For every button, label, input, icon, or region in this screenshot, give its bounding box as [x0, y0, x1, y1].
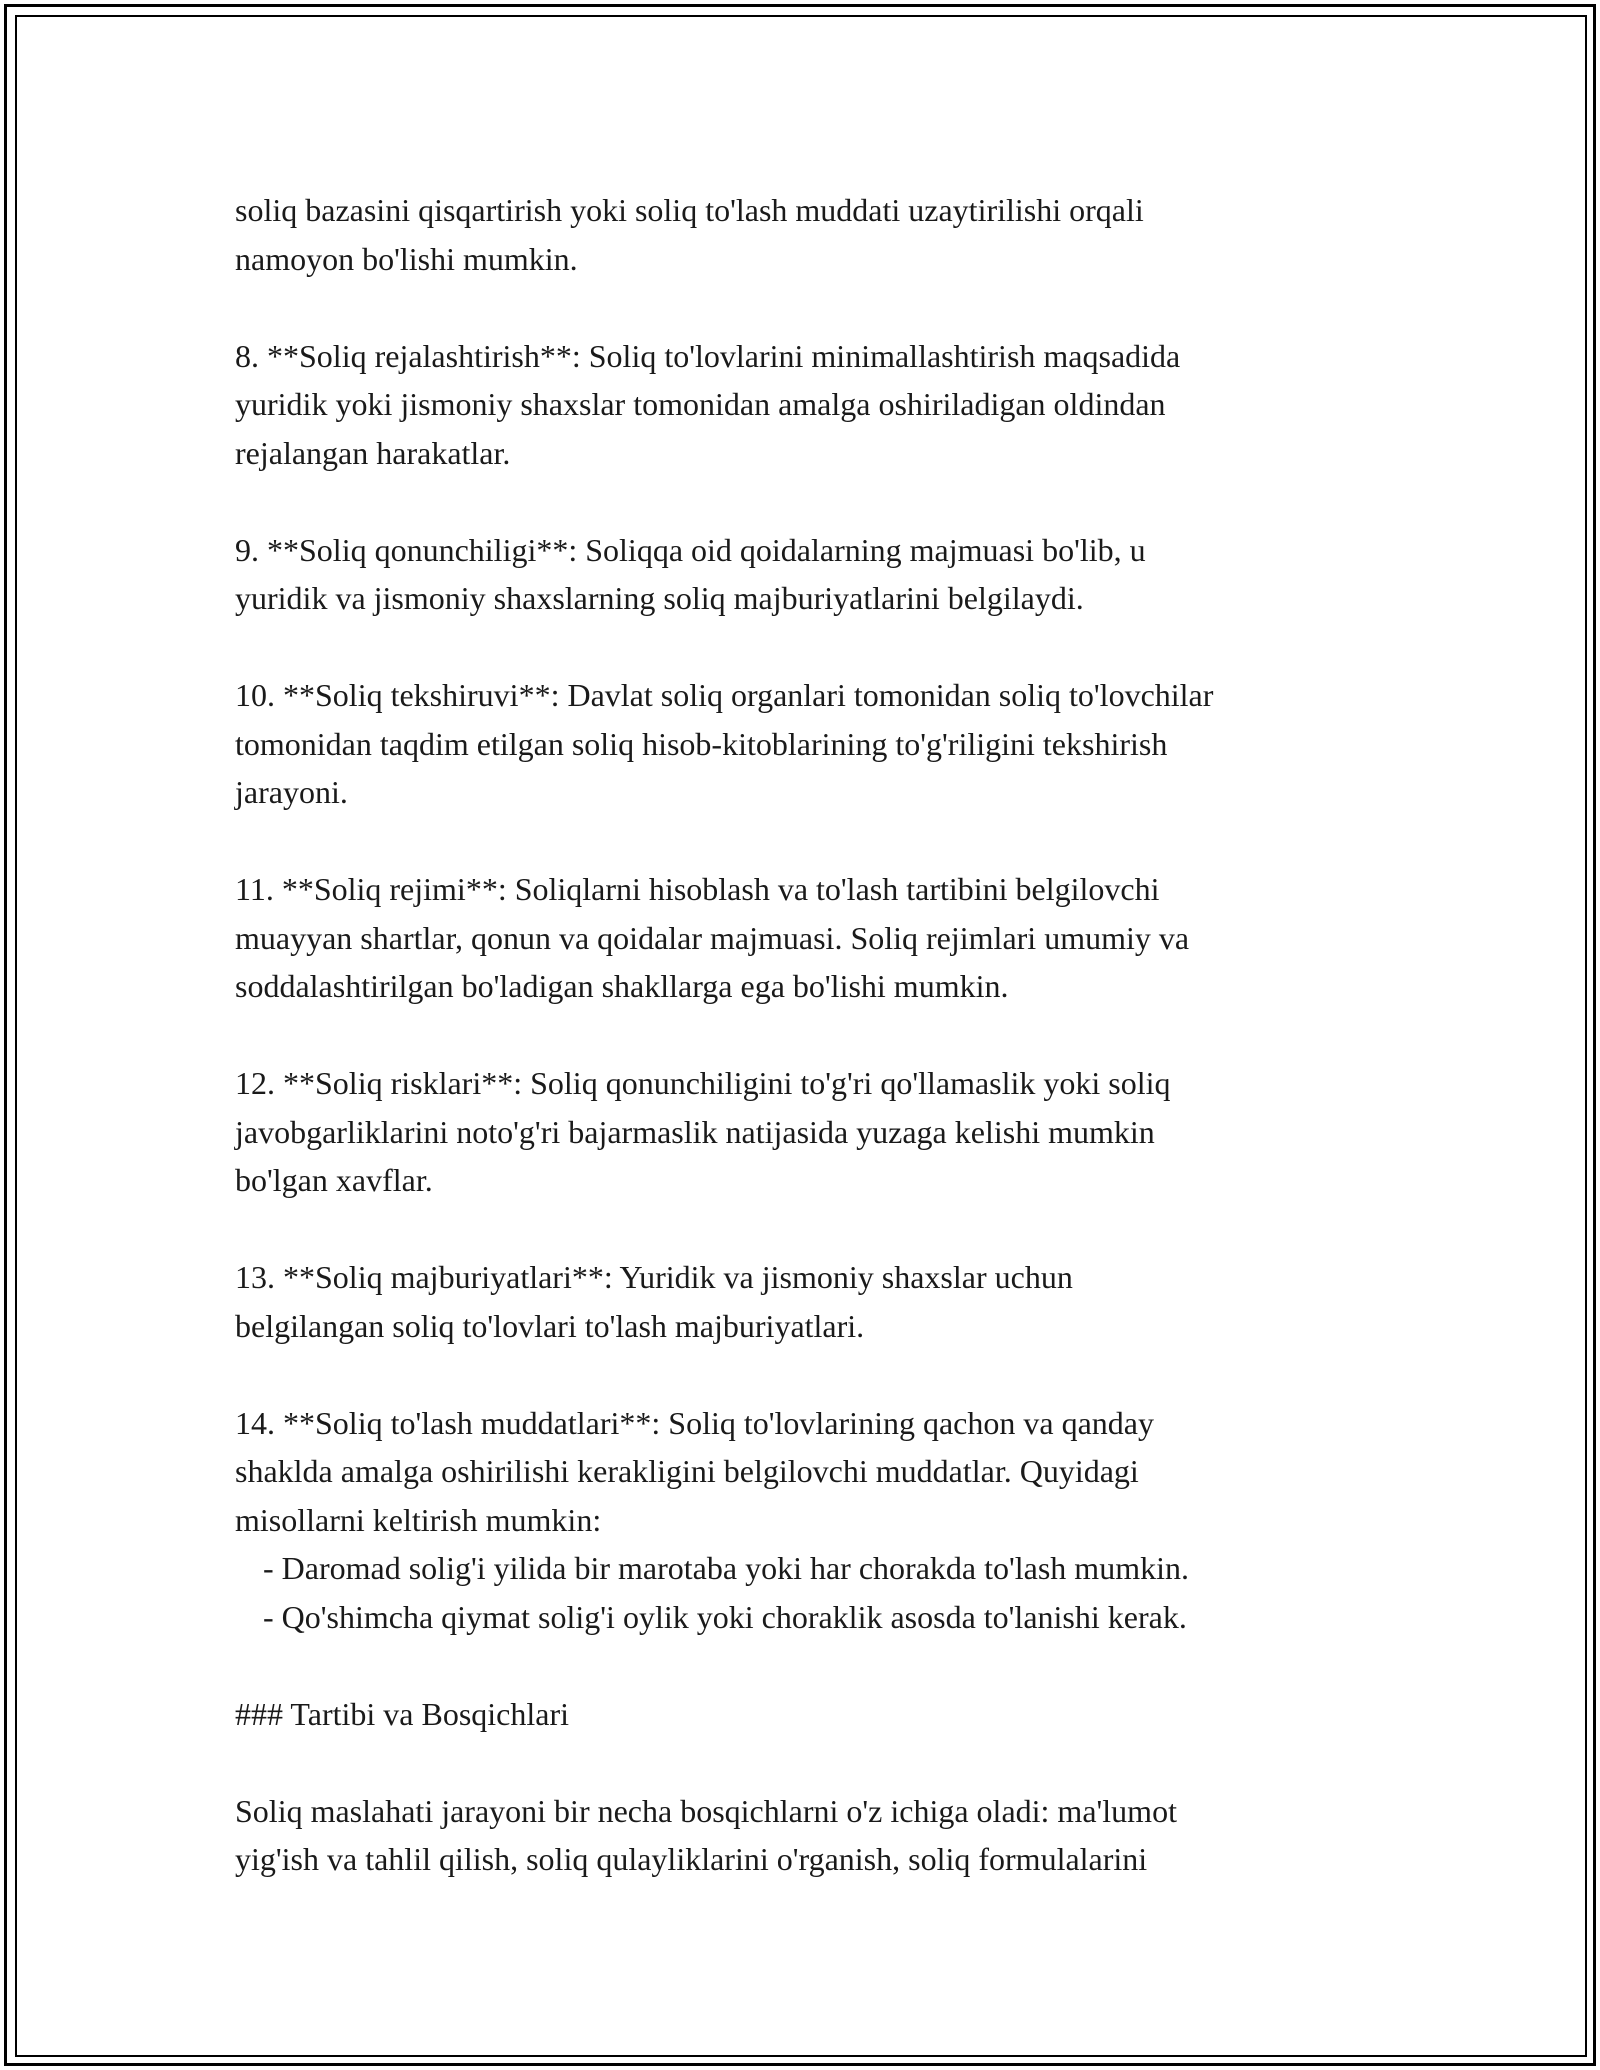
paragraph-item-13: 13. **Soliq majburiyatlari**: Yuridik va jismoniy shaxslar uchun belgilangan soliq to'lovlari to'lash majburiyatlari. — [235, 1259, 1073, 1344]
bullet-list — [235, 1544, 1375, 1641]
paragraph-item-11: 11. **Soliq rejimi**: Soliqlarni hisoblash va to'lash tartibini belgilovchi muayyan shartlar, qonun va qoidalar majmuasi. Soliq rejimlari umumiy va soddalashtirilgan bo'ladigan shakllarga ega bo'lishi mumkin. — [235, 871, 1190, 1004]
paragraph-item-12: 12. **Soliq risklari**: Soliq qonunchiligini to'g'ri qo'llamaslik yoki soliq javobgarliklarini noto'g'ri bajarmaslik natijasida yuzaga kelishi mumkin bo'lgan xavflar. — [235, 1065, 1171, 1198]
paragraph-continuation: soliq bazasini qisqartirish yoki soliq to'lash muddati uzaytirilishi orqali namoyon bo'lishi mumkin. — [235, 192, 1144, 277]
paragraph-item-9: 9. **Soliq qonunchiligi**: Soliqqa oid qoidalarning majmuasi bo'lib, u yuridik va jismoniy shaxslarning soliq majburiyatlarini belgilaydi. — [235, 531, 1146, 616]
list-item: - Daromad solig'i yilida bir marotaba yoki har chorakda to'lash mumkin. — [263, 1550, 1189, 1586]
paragraph-closing: Soliq maslahati jarayoni bir necha bosqichlarni o'z ichiga oladi: ma'lumot yig'ish va tahlil qilish, soliq qulayliklarini o'rganish, soliq formulalarini — [235, 1792, 1177, 1877]
section-heading: ### Tartibi va Bosqichlari — [235, 1695, 569, 1732]
document-body — [235, 186, 1375, 1932]
list-item: - Qo'shimcha qiymat solig'i oylik yoki choraklik asosda to'lanishi kerak. — [263, 1598, 1187, 1635]
paragraph-item-10: 10. **Soliq tekshiruvi**: Davlat soliq organlari tomonidan soliq to'lovchilar tomonidan taqdim etilgan soliq hisob-kitoblarining to'g'riligini tekshirish jarayoni. — [235, 677, 1214, 810]
paragraph-item-14: 14. **Soliq to'lash muddatlari**: Soliq to'lovlarining qachon va qanday shaklda amalga oshirilishi kerakligini belgilovchi muddatlar. Quyidagi misollarni keltirish mumkin: — [235, 1404, 1154, 1538]
paragraph-item-8: 8. **Soliq rejalashtirish**: Soliq to'lovlarini minimallashtirish maqsadida yuridik yoki jismoniy shaxslar tomonidan amalga oshiriladigan oldindan rejalangan harakatlar. — [235, 337, 1181, 471]
